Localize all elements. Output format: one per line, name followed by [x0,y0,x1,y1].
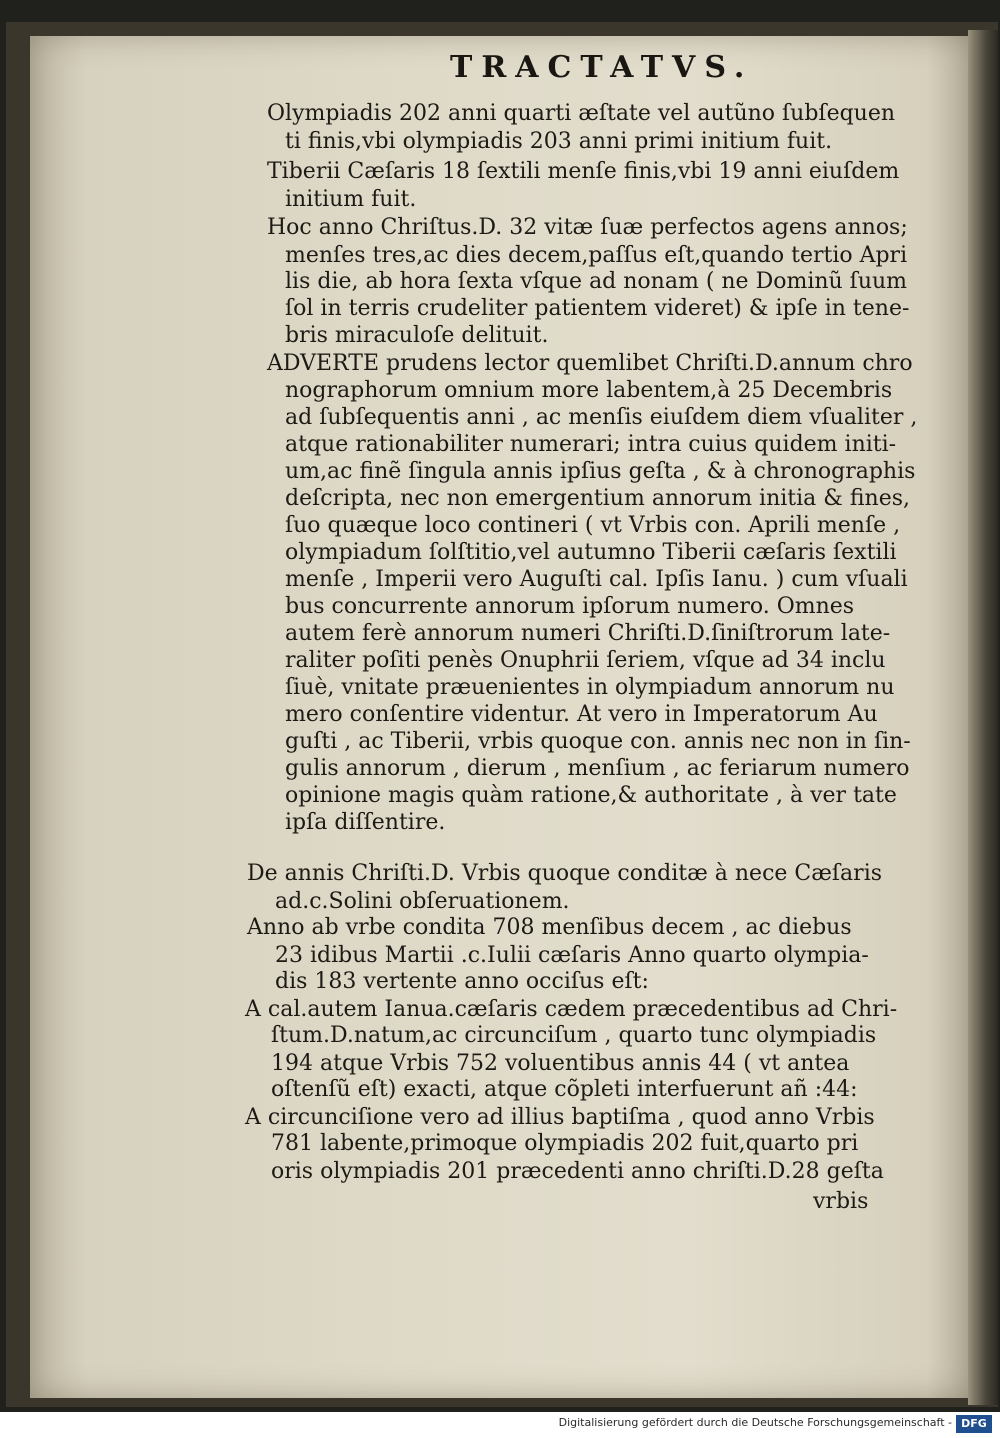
text-line: ad ſubſequentis anni , ac menſis eiuſdem diem vſualiter , [285,405,918,430]
text-line: guſti , ac Tiberii, vrbis quoque con. annis nec non in ſin- [285,729,911,754]
text-line: ADVERTE prudens lector quemlibet Chriſti.D.annum chro [267,351,913,376]
text-line: Olympiadis 202 anni quarti æſtate vel autũno ſubſequen [267,101,896,126]
dfg-logo: DFG [956,1415,992,1433]
text-line: olympiadum ſolſtitio,vel autumno Tiberii cæſaris ſextili [285,540,897,565]
text-line: 194 atque Vrbis 752 voluentibus annis 44 ( vt antea [271,1051,850,1076]
text-line: deſcripta, nec non emergentium annorum initia & fines, [285,486,911,511]
text-line: ſtum.D.natum,ac circunciſum , quarto tunc olympiadis [271,1023,877,1048]
text-line: ad.c.Solini obſeruationem. [275,889,570,914]
catchword: vrbis [813,1189,869,1214]
text-line: dis 183 vertente anno occiſus eſt: [275,969,649,994]
text-line: um,ac finẽ ſingula annis ipſius geſta , & à chronographis [285,459,916,484]
text-line: mero conſentire videntur. At vero in Imperatorum Au [285,702,878,727]
text-line: bris miraculoſe delituit. [285,323,549,348]
text-line: gulis annorum , dierum , menſium , ac feriarum numero [285,756,910,781]
footer-bar [0,1412,1000,1438]
text-line: atque rationabiliter numerari; intra cuius quidem initi- [285,432,897,457]
text-line: lis die, ab hora ſexta vſque ad nonam ( ne Dominũ ſuum [285,269,908,294]
text-line: A circunciſione vero ad illius baptiſma , quod anno Vrbis [245,1105,875,1130]
text-line: autem ferè annorum numeri Chriſti.D.ſiniſtrorum late- [285,621,891,646]
digitization-credit: Digitalisierung gefördert durch die Deutsche Forschungsgemeinschaft - [558,1416,952,1429]
text-line: menſes tres,ac dies decem,paſſus eſt,quando tertio Apri [285,243,908,268]
text-line: Hoc anno Chriſtus.D. 32 vitæ ſuæ perfectos agens annos; [267,215,908,240]
page-edge [968,30,998,1405]
text-line: oris olympiadis 201 præcedenti anno chriſti.D.28 geſta [271,1159,884,1184]
text-line: ſol in terris crudeliter patientem videret) & ipſe in tene- [285,296,910,321]
text-line: 781 labente,primoque olympiadis 202 fuit,quarto pri [271,1131,859,1156]
text-line: menſe , Imperii vero Auguſti cal. Ipſis Ianu. ) cum vſuali [285,567,908,592]
text-line: oſtenſũ eſt) exacti, atque cõpleti interfuerunt añ :44: [271,1077,858,1102]
text-line: initium fuit. [285,187,417,212]
text-line: raliter poſiti penès Onuphrii ſeriem, vſque ad 34 inclu [285,648,886,673]
text-line: Tiberii Cæſaris 18 ſextili menſe finis,vbi 19 anni eiuſdem [267,159,900,184]
text-line: De annis Chriſti.D. Vrbis quoque conditæ à nece Cæſaris [247,861,883,886]
text-line: ſuo quæque loco contineri ( vt Vrbis con. Aprili menſe , [285,513,901,538]
text-line: ipſa diſſentire. [285,810,446,835]
text-line: opinione magis quàm ratione,& authoritate , à ver tate [285,783,897,808]
text-line: A cal.autem Ianua.cæſaris cædem præcedentibus ad Chri- [245,997,898,1022]
text-line: bus concurrente annorum ipſorum numero. Omnes [285,594,855,619]
text-line: nographorum omnium more labentem,à 25 Decembris [285,378,893,403]
text-line: 23 idibus Martii .c.Iulii cæſaris Anno quarto olympia- [275,943,869,968]
text-line: ti finis,vbi olympiadis 203 anni primi initium fuit. [285,129,833,154]
text-line: ſiuè, vnitate præuenientes in olympiadum annorum nu [285,675,895,700]
text-line: Anno ab vrbe condita 708 menſibus decem , ac diebus [247,915,852,940]
running-title: TRACTATVS. [450,50,754,85]
